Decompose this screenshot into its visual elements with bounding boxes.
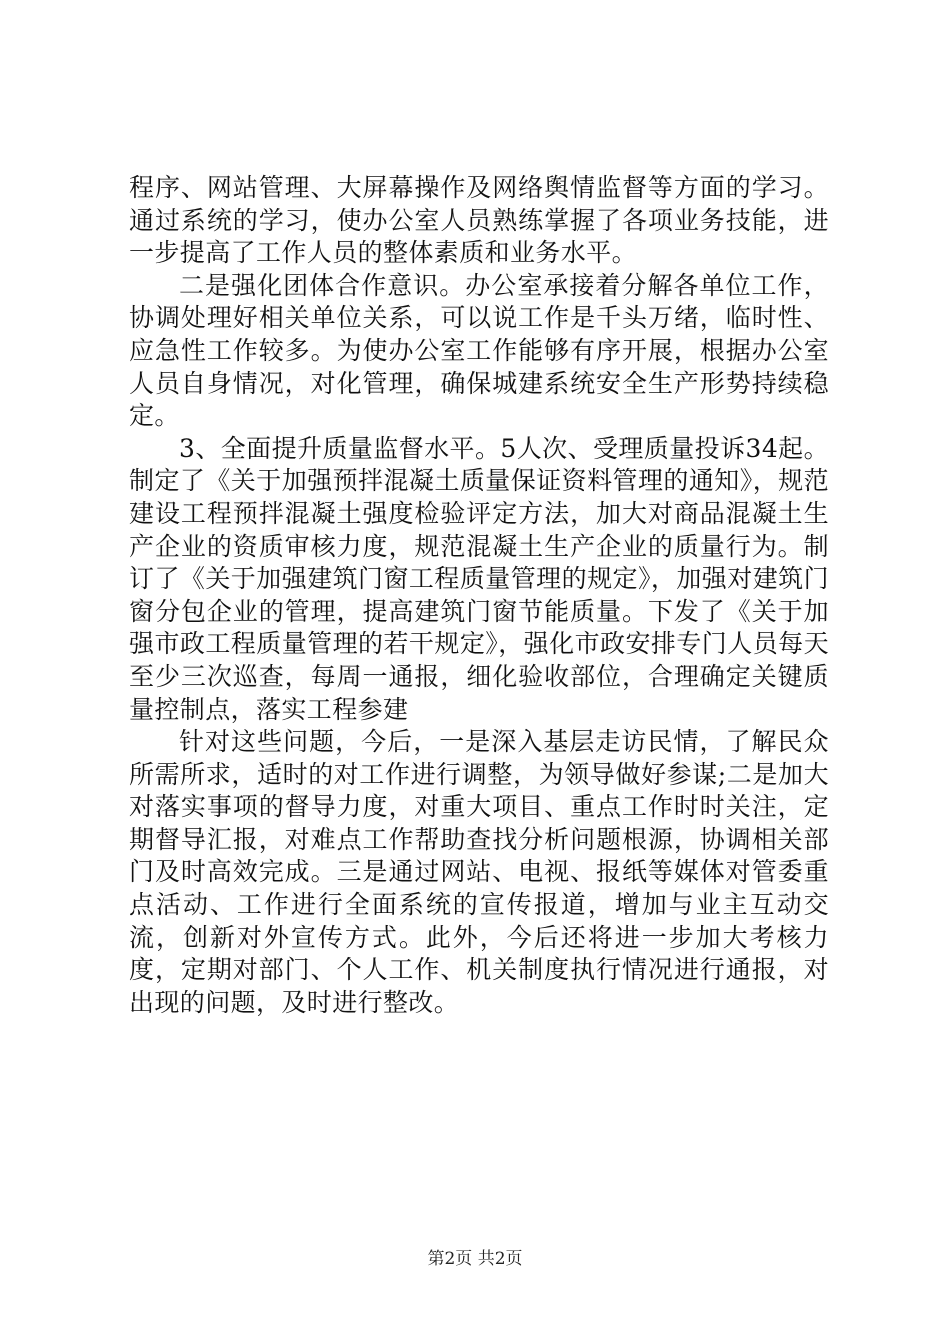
paragraph-teamwork: 二是强化团体合作意识。办公室承接着分解各单位工作，协调处理好相关单位关系，可以说工作是千头万绪，临时性、应急性工作较多。为使办公室工作能够有序开展，根据办公室人员自身情况，对化管理，确保城建系统安全生产形势持续稳定。: [129, 270, 829, 431]
document-body: [129, 172, 829, 1019]
paragraph-quality-supervision: 3、全面提升质量监督水平。5人次、受理质量投诉34起。制定了《关于加强预拌混凝土质量保证资料管理的通知》，规范建设工程预拌混凝土强度检验评定方法，加大对商品混凝土生产企业的资质审核力度，规范混凝土生产企业的质量行为。制订了《关于加强建筑门窗工程质量管理的规定》，加强对建筑门窗分包企业的管理，提高建筑门窗节能质量。下发了《关于加强市政工程质量管理的若干规定》，强化市政安排专门人员每天至少三次巡查，每周一通报，细化验收部位，合理确定关键质量控制点，落实工程参建: [129, 433, 829, 724]
page-footer: 第2页 共2页: [427, 1249, 523, 1269]
paragraph-continuation: 程序、网站管理、大屏幕操作及网络舆情监督等方面的学习。通过系统的学习，使办公室人员熟练掌握了各项业务技能，进一步提高了工作人员的整体素质和业务水平。: [129, 173, 829, 268]
paragraph-future-plans: 针对这些问题，今后，一是深入基层走访民情，了解民众所需所求，适时的对工作进行调整，为领导做好参谋;二是加大对落实事项的督导力度，对重大项目、重点工作时时关注，定期督导汇报，对难点工作帮助查找分析问题根源，协调相关部门及时高效完成。三是通过网站、电视、报纸等媒体对管委重点活动、工作进行全面系统的宣传报道，增加与业主互动交流，创新对外宣传方式。此外，今后还将进一步加大考核力度，定期对部门、个人工作、机关制度执行情况进行通报，对出现的问题，及时进行整改。: [129, 727, 829, 1017]
